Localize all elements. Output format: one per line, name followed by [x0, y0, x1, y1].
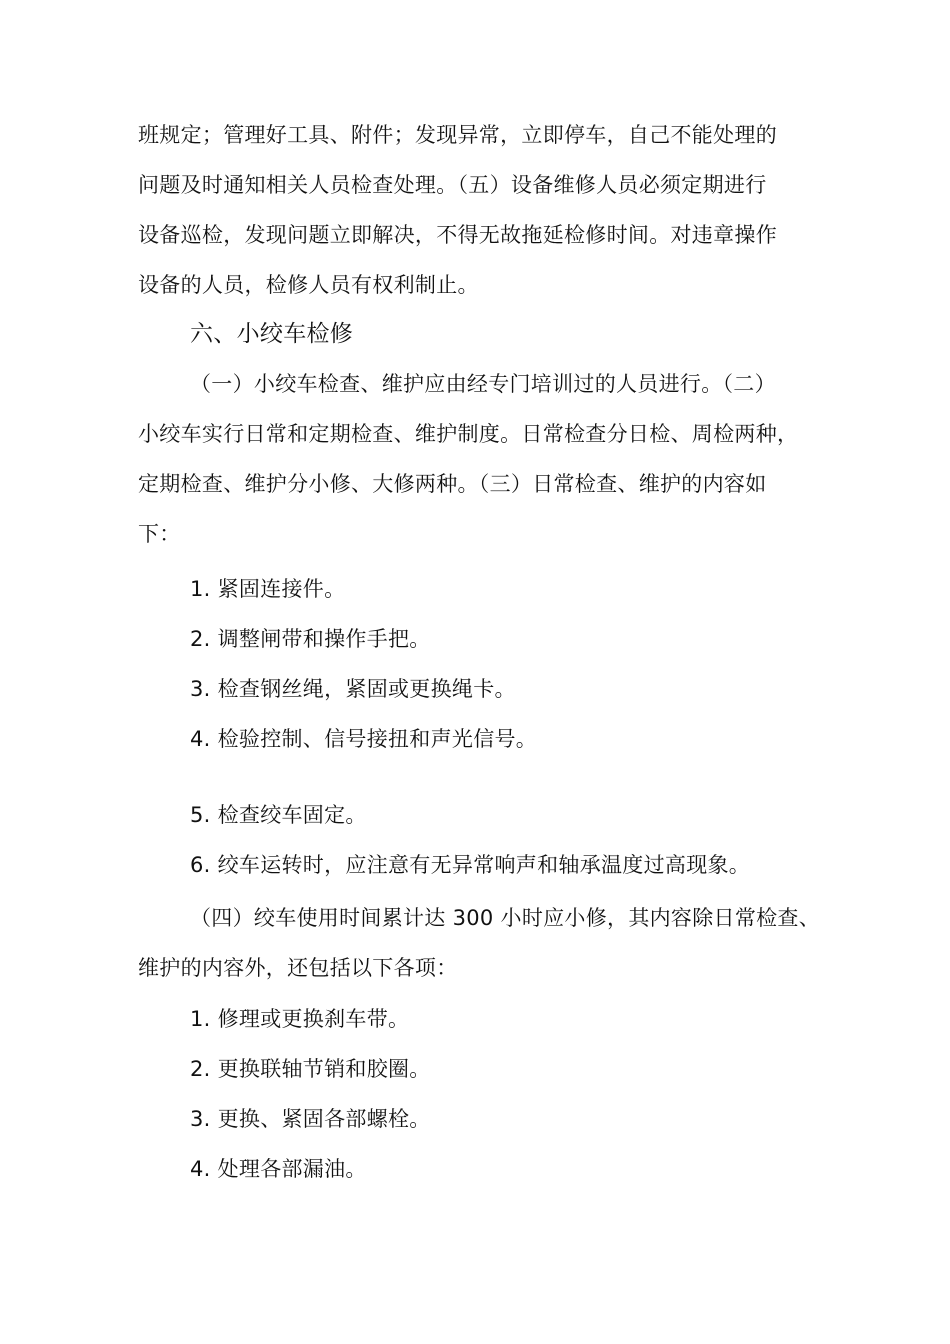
daily-item-5: 5. 检查绞车固定。 — [190, 803, 367, 827]
daily-item-4: 4. 检验控制、信号接扭和声光信号。 — [190, 727, 538, 751]
paragraph-2-line-3: 定期检查、维护分小修、大修两种。（三）日常检查、维护的内容如 — [138, 472, 767, 496]
paragraph-2-line-1: （一）小绞车检查、维护应由经专门培训过的人员进行。（二） — [190, 372, 776, 396]
minor-repair-item-2: 2. 更换联轴节销和胶圈。 — [190, 1057, 431, 1081]
paragraph-1-line-2: 问题及时通知相关人员检查处理。（五）设备维修人员必须定期进行 — [138, 173, 767, 197]
minor-repair-item-1: 1. 修理或更换刹车带。 — [190, 1007, 410, 1031]
paragraph-1-line-1: 班规定；管理好工具、附件；发现异常，立即停车，自己不能处理的 — [138, 123, 777, 147]
minor-repair-item-3: 3. 更换、紧固各部螺栓。 — [190, 1107, 431, 1131]
daily-item-1: 1. 紧固连接件。 — [190, 577, 346, 601]
paragraph-3-line-1: （四）绞车使用时间累计达 300 小时应小修，其内容除日常检查、 — [190, 906, 821, 930]
paragraph-2-line-2: 小绞车实行日常和定期检查、维护制度。日常检查分日检、周检两种， — [138, 422, 799, 446]
daily-item-2: 2. 调整闸带和操作手把。 — [190, 627, 431, 651]
paragraph-2-line-4: 下： — [138, 522, 181, 546]
section-heading: 六、小绞车检修 — [190, 321, 354, 347]
paragraph-1-line-4: 设备的人员，检修人员有权利制止。 — [138, 273, 479, 297]
paragraph-1-line-3: 设备巡检，发现问题立即解决，不得无故拖延检修时间。对违章操作 — [138, 223, 777, 247]
minor-repair-item-4: 4. 处理各部漏油。 — [190, 1157, 367, 1181]
daily-item-3: 3. 检查钢丝绳，紧固或更换绳卡。 — [190, 677, 516, 701]
paragraph-3-line-2: 维护的内容外，还包括以下各项： — [138, 956, 458, 980]
daily-item-6: 6. 绞车运转时，应注意有无异常响声和轴承温度过高现象。 — [190, 853, 751, 877]
